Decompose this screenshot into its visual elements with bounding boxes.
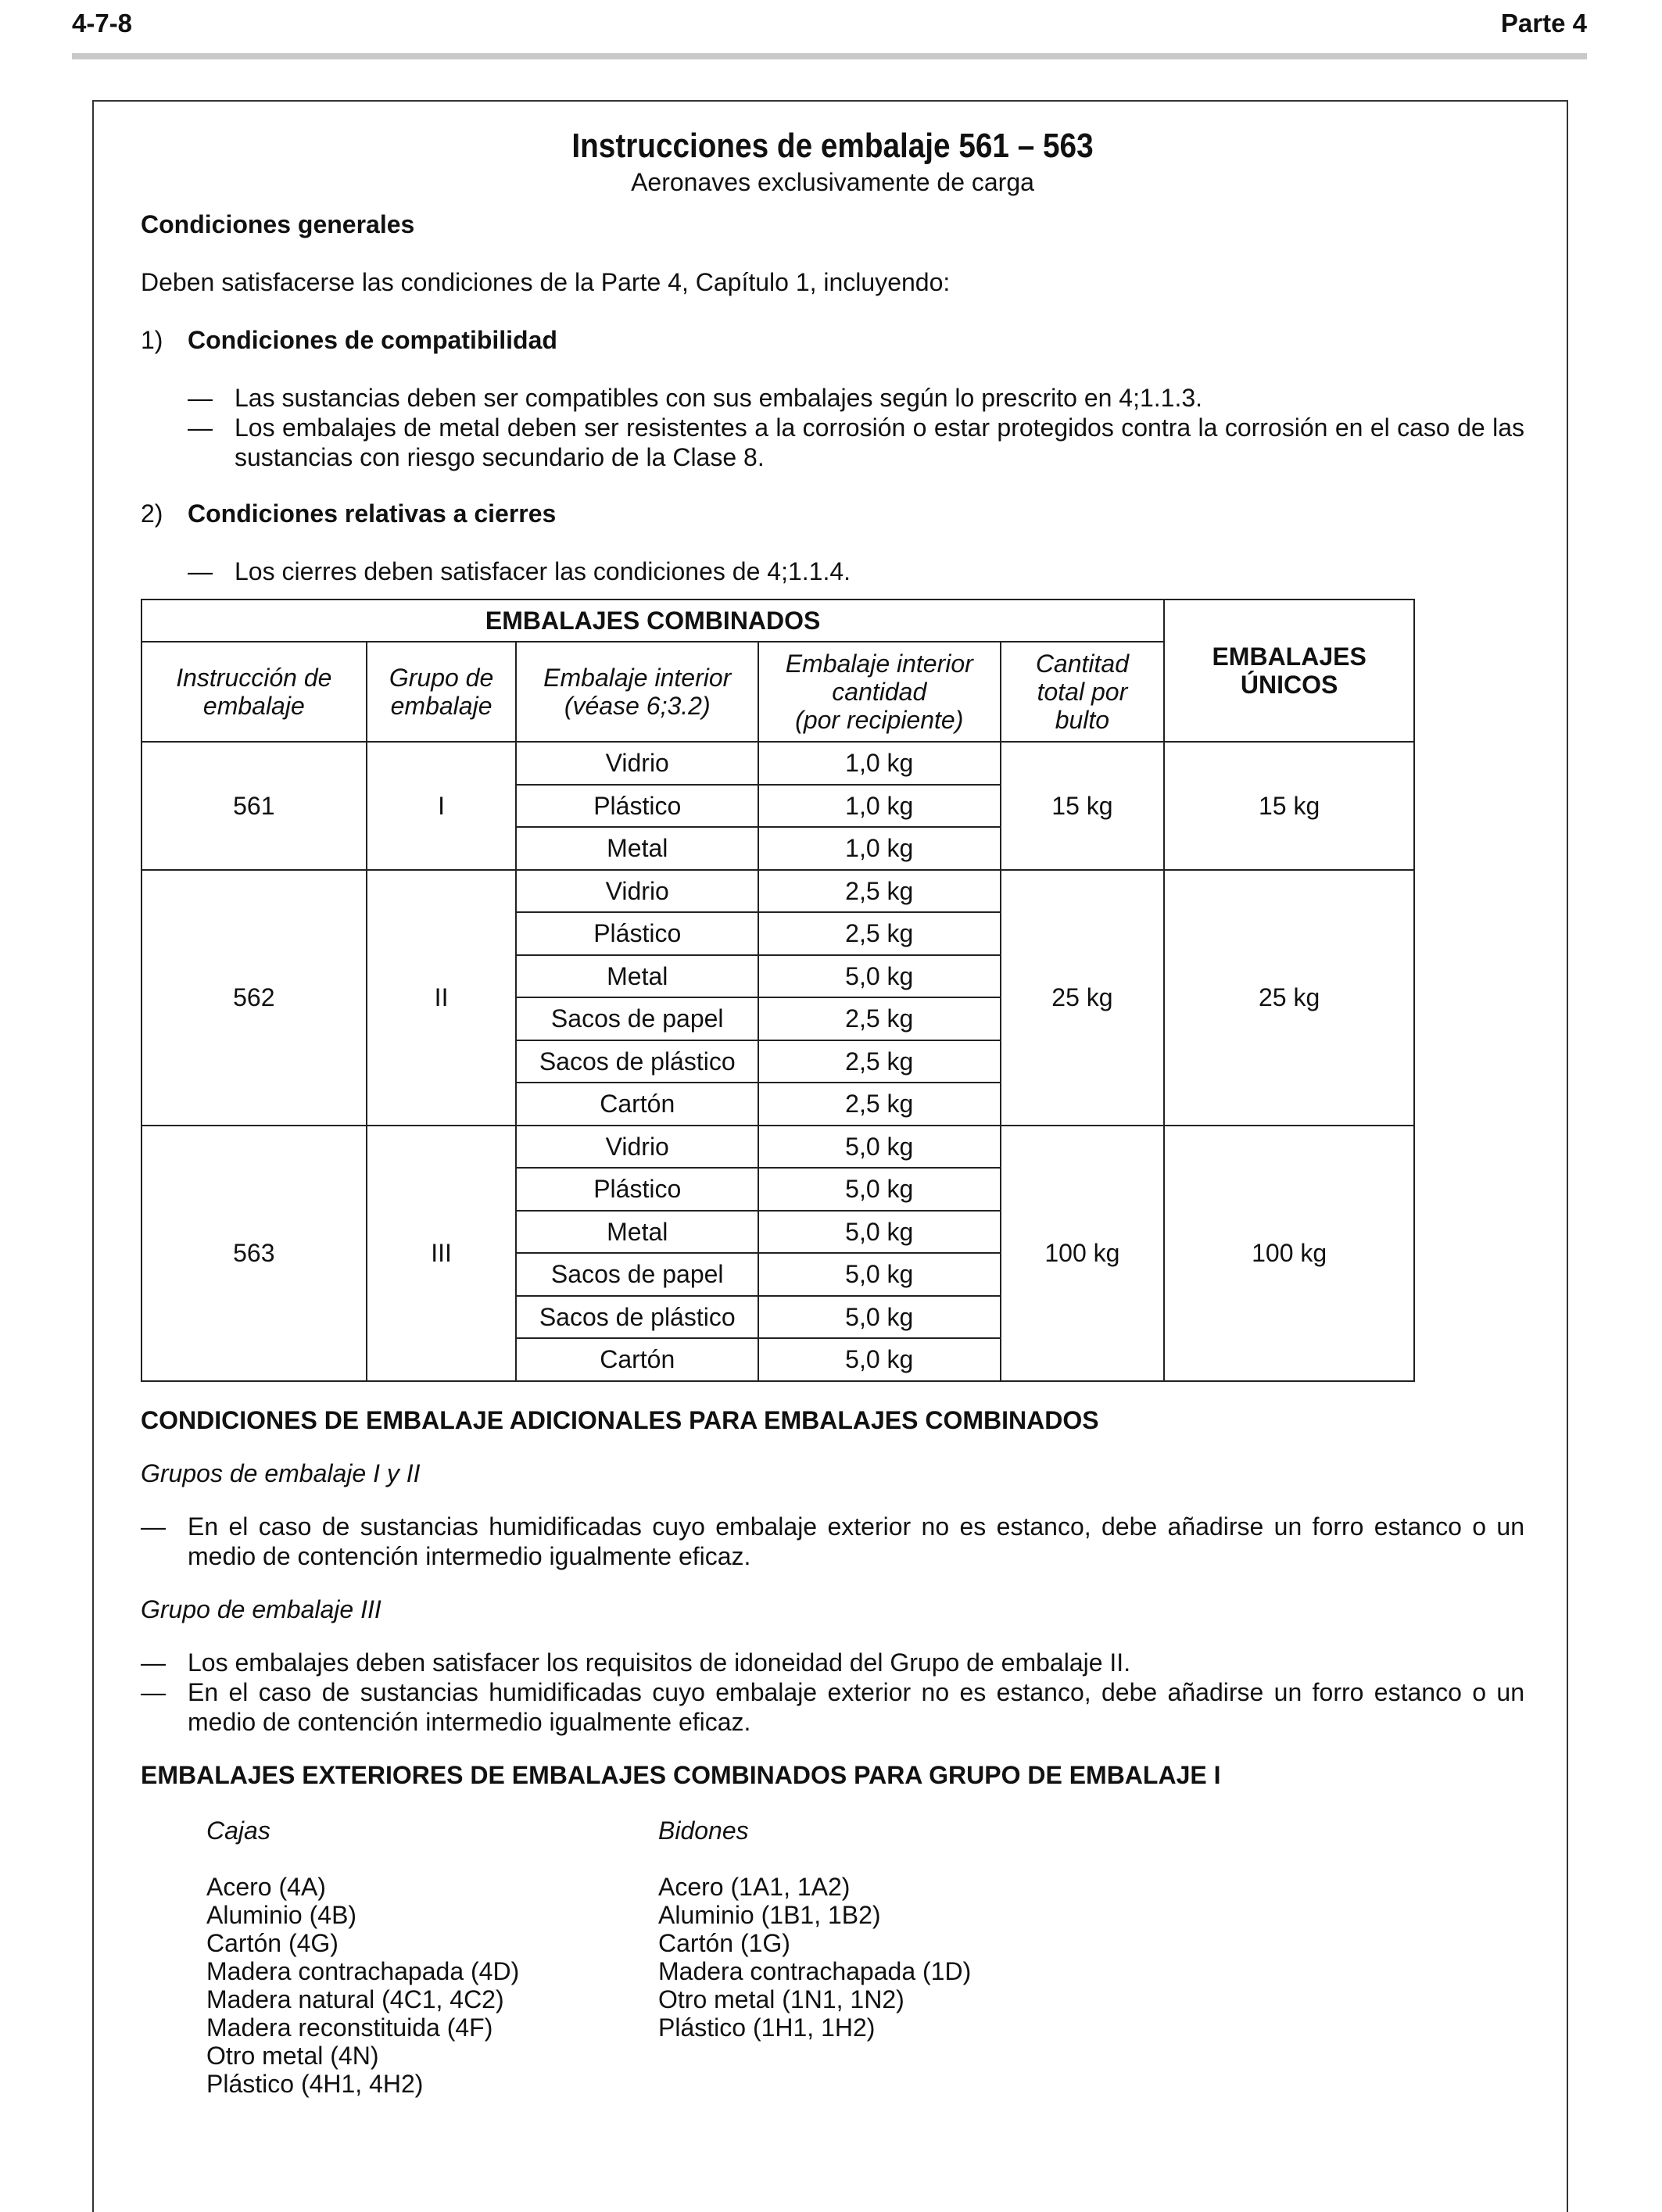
cell-group: I — [367, 742, 517, 870]
column-title: Cajas — [206, 1816, 270, 1845]
general-heading: Condiciones generales — [141, 210, 415, 238]
bullet — [141, 1512, 1524, 1571]
table-row — [141, 742, 1414, 785]
cell-inner: Vidrio — [516, 742, 758, 785]
dash-marker: — — [141, 1512, 166, 1541]
additional-subheading-2: Grupo de embalaje III — [141, 1595, 381, 1623]
dash-marker: — — [188, 557, 213, 585]
bullet-text: Los embalajes de metal deben ser resistentes a la corrosión o estar protegidos contra la corrosión en el caso de las sustancias con riesgo secundario de la Clase 8. — [235, 413, 1524, 471]
cell-total: 25 kg — [1001, 870, 1165, 1126]
bullet-text: Los embalajes deben satisfacer los requisitos de idoneidad del Grupo de embalaje II. — [188, 1648, 1131, 1677]
cell-inner: Sacos de plástico — [516, 1040, 758, 1083]
cell-inner: Vidrio — [516, 870, 758, 913]
cell-qty: 5,0 kg — [758, 1338, 1001, 1381]
cell-qty: 2,5 kg — [758, 997, 1001, 1040]
condition-1-bullets — [141, 383, 1524, 472]
dash-marker: — — [188, 384, 213, 412]
cell-qty: 1,0 kg — [758, 785, 1001, 828]
outer-heading: EMBALAJES EXTERIORES DE EMBALAJES COMBINADOS PARA GRUPO DE EMBALAJE I — [141, 1760, 1221, 1789]
cell-total: 100 kg — [1001, 1126, 1165, 1381]
cell-qty: 2,5 kg — [758, 1040, 1001, 1083]
cell-inner: Metal — [516, 1211, 758, 1254]
cell-qty: 5,0 kg — [758, 1296, 1001, 1339]
list-item: Otro metal (4N) — [206, 2041, 379, 2070]
additional-heading: CONDICIONES DE EMBALAJE ADICIONALES PARA EMBALAJES COMBINADOS — [141, 1405, 1099, 1434]
additional-1-bullets — [141, 1512, 1524, 1571]
cell-inner: Plástico — [516, 912, 758, 955]
condition-2-bullets — [141, 557, 1524, 586]
table-row — [141, 1126, 1414, 1169]
list-item: Madera natural (4C1, 4C2) — [206, 1985, 504, 2013]
cell-qty: 5,0 kg — [758, 1211, 1001, 1254]
bullet — [141, 1677, 1524, 1737]
cell-inner: Vidrio — [516, 1126, 758, 1169]
packing-table — [141, 599, 1415, 1382]
cell-qty: 1,0 kg — [758, 827, 1001, 870]
bullet — [141, 1648, 1524, 1677]
additional-2-bullets — [141, 1648, 1524, 1737]
cell-single: 15 kg — [1164, 742, 1414, 870]
dash-marker: — — [188, 413, 213, 442]
list-item: Plástico (4H1, 4H2) — [206, 2069, 424, 2098]
cell-inner: Cartón — [516, 1338, 758, 1381]
cell-single: 100 kg — [1164, 1126, 1414, 1381]
cell-inner: Plástico — [516, 785, 758, 828]
cell-inner: Metal — [516, 827, 758, 870]
dash-marker: — — [141, 1677, 166, 1706]
general-intro: Deben satisfacerse las condiciones de la Parte 4, Capítulo 1, incluyendo: — [141, 268, 951, 296]
col-header-inner-qty: Embalaje interior cantidad (por recipiente) — [758, 642, 1001, 742]
list-item: Cartón (1G) — [658, 1928, 790, 1957]
list-item: Aluminio (4B) — [206, 1900, 357, 1929]
combined-packaging-header: EMBALAJES COMBINADOS — [141, 600, 1164, 642]
cell-qty: 2,5 kg — [758, 1083, 1001, 1126]
outer-packaging-columns — [141, 1816, 1524, 2098]
table-row — [141, 870, 1414, 913]
cell-qty: 5,0 kg — [758, 1126, 1001, 1169]
cell-qty: 1,0 kg — [758, 742, 1001, 785]
page-subtitle: Aeronaves exclusivamente de carga — [631, 168, 1034, 196]
cell-inner: Sacos de plástico — [516, 1296, 758, 1339]
bullet-text: Las sustancias deben ser compatibles con sus embalajes según lo prescrito en 4;1.1.3. — [235, 384, 1203, 412]
condition-item-2 — [141, 499, 1524, 528]
list-item: Madera contrachapada (1D) — [658, 1956, 972, 1985]
bullet-text: En el caso de sustancias humidificadas cuyo embalaje exterior no es estanco, debe añadirse un forro estanco o un medio de contención intermedio igualmente eficaz. — [188, 1677, 1524, 1736]
part-label: Parte 4 — [1500, 9, 1587, 38]
col-header-group: Grupo de embalaje — [367, 642, 517, 742]
cell-total: 15 kg — [1001, 742, 1165, 870]
list-item: Cartón (4G) — [206, 1928, 338, 1957]
cell-qty: 5,0 kg — [758, 1253, 1001, 1296]
boxes-column — [206, 1816, 658, 2098]
col-header-instruction: Instrucción de embalaje — [141, 642, 367, 742]
col-header-total: Cantitad total por bulto — [1001, 642, 1165, 742]
list-item: Madera contrachapada (4D) — [206, 1956, 520, 1985]
bullet-text: Los cierres deben satisfacer las condiciones de 4;1.1.4. — [235, 557, 851, 585]
cell-inner: Sacos de papel — [516, 997, 758, 1040]
cell-inner: Sacos de papel — [516, 1253, 758, 1296]
cell-instruction: 561 — [141, 742, 367, 870]
bullet — [188, 413, 1524, 472]
drums-column — [658, 1816, 1110, 2098]
bullet-text: En el caso de sustancias humidificadas cuyo embalaje exterior no es estanco, debe añadirse un forro estanco o un medio de contención intermedio igualmente eficaz. — [188, 1512, 1524, 1570]
page-title: Instrucciones de embalaje 561 – 563 — [571, 127, 1094, 165]
cell-inner: Metal — [516, 955, 758, 998]
item-label: Condiciones de compatibilidad — [188, 326, 557, 354]
list-item: Madera reconstituida (4F) — [206, 2013, 493, 2042]
list-item: Acero (1A1, 1A2) — [658, 1872, 851, 1901]
bullet — [188, 383, 1524, 413]
page-content — [141, 125, 1524, 2098]
list-item: Acero (4A) — [206, 1872, 326, 1901]
item-number: 2) — [141, 499, 163, 528]
cell-single: 25 kg — [1164, 870, 1414, 1126]
list-item: Otro metal (1N1, 1N2) — [658, 1985, 904, 2013]
condition-item-1 — [141, 325, 1524, 355]
cell-instruction: 563 — [141, 1126, 367, 1381]
col-header-inner: Embalaje interior (véase 6;3.2) — [516, 642, 758, 742]
cell-qty: 2,5 kg — [758, 912, 1001, 955]
item-number: 1) — [141, 326, 163, 354]
dash-marker: — — [141, 1648, 166, 1677]
cell-inner: Plástico — [516, 1168, 758, 1211]
cell-instruction: 562 — [141, 870, 367, 1126]
running-header — [72, 6, 1587, 59]
cell-qty: 5,0 kg — [758, 1168, 1001, 1211]
cell-qty: 5,0 kg — [758, 955, 1001, 998]
list-item: Plástico (1H1, 1H2) — [658, 2013, 876, 2042]
cell-qty: 2,5 kg — [758, 870, 1001, 913]
page-number: 4-7-8 — [72, 9, 133, 38]
item-label: Condiciones relativas a cierres — [188, 499, 557, 528]
bullet — [188, 557, 1524, 586]
single-packaging-header: EMBALAJES ÚNICOS — [1164, 600, 1414, 742]
list-item: Aluminio (1B1, 1B2) — [658, 1900, 881, 1929]
column-title: Bidones — [658, 1816, 749, 1845]
cell-inner: Cartón — [516, 1083, 758, 1126]
additional-subheading-1: Grupos de embalaje I y II — [141, 1459, 421, 1487]
cell-group: II — [367, 870, 517, 1126]
cell-group: III — [367, 1126, 517, 1381]
